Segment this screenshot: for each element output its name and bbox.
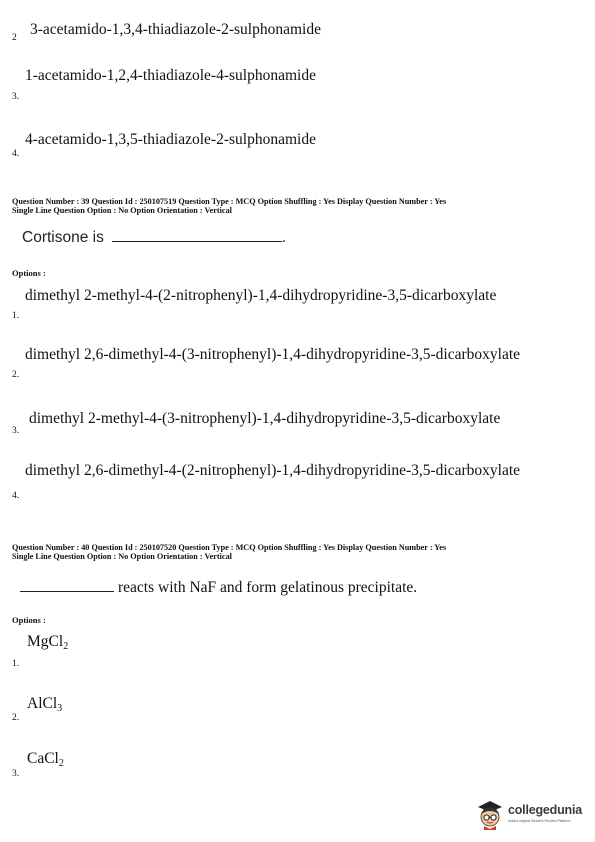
option-text — [27, 695, 62, 713]
option-text — [27, 750, 64, 768]
options-label: Options : — [12, 615, 46, 625]
option-text — [27, 633, 68, 651]
option-text: 3-acetamido-1,3,4-thiadiazole-2-sulphonamide — [30, 21, 321, 38]
formula-subscript: 2 — [58, 758, 64, 769]
option-number: 4. — [12, 149, 20, 159]
formula: MgCl — [27, 633, 64, 650]
formula: AlCl — [27, 695, 58, 712]
question-meta-line1: Question Number : 39 Question Id : 250107519 Question Type : MCQ Option Shuffling : Yes Display Question Number : Yes — [12, 197, 447, 206]
option-text: dimethyl 2,6-dimethyl-4-(2-nitrophenyl)-1,4-dihydropyridine-3,5-dicarboxylate — [25, 462, 521, 479]
collegedunia-logo — [474, 797, 590, 831]
question-meta-line1: Question Number : 40 Question Id : 250107520 Question Type : MCQ Option Shuffling : Yes Display Question Number : Yes — [12, 543, 447, 552]
option-number: 2. — [12, 370, 20, 380]
question-text — [22, 227, 286, 247]
logo-tagline: India's largest Student Review Platform — [508, 819, 571, 823]
answer-blank — [112, 227, 282, 242]
answer-blank — [20, 577, 114, 592]
option-number: 4. — [12, 491, 20, 501]
option-text: dimethyl 2,6-dimethyl-4-(3-nitrophenyl)-1,4-dihydropyridine-3,5-dicarboxylate — [25, 346, 521, 363]
option-text: dimethyl 2-methyl-4-(3-nitrophenyl)-1,4-dihydropyridine-3,5-dicarboxylate — [29, 410, 501, 427]
option-number: 2 — [12, 33, 17, 43]
option-number: 2. — [12, 713, 20, 723]
question-suffix: . — [281, 229, 287, 246]
option-text: dimethyl 2-methyl-4-(2-nitrophenyl)-1,4-dihydropyridine-3,5-dicarboxylate — [25, 287, 497, 304]
option-number: 3. — [12, 92, 20, 102]
formula: CaCl — [27, 750, 59, 767]
formula-subscript: 3 — [57, 703, 63, 714]
option-text: 4-acetamido-1,3,5-thiadiazole-2-sulphonamide — [25, 131, 316, 148]
option-number: 1. — [12, 311, 20, 321]
question-text — [20, 577, 417, 597]
question-suffix: reacts with NaF and form gelatinous precipitate. — [118, 579, 418, 596]
option-number: 3. — [12, 769, 20, 779]
question-prefix: Cortisone is — [22, 229, 104, 246]
option-number: 3. — [12, 426, 20, 436]
logo-wordmark: collegedunia — [508, 803, 583, 817]
options-label: Options : — [12, 268, 46, 278]
option-number: 1. — [12, 659, 20, 669]
question-meta-line2: Single Line Question Option : No Option Orientation : Vertical — [12, 552, 232, 561]
option-text: 1-acetamido-1,2,4-thiadiazole-4-sulphonamide — [25, 67, 316, 84]
formula-subscript: 2 — [63, 641, 69, 652]
student-mascot-icon — [474, 798, 506, 830]
question-meta-line2: Single Line Question Option : No Option Orientation : Vertical — [12, 206, 232, 215]
